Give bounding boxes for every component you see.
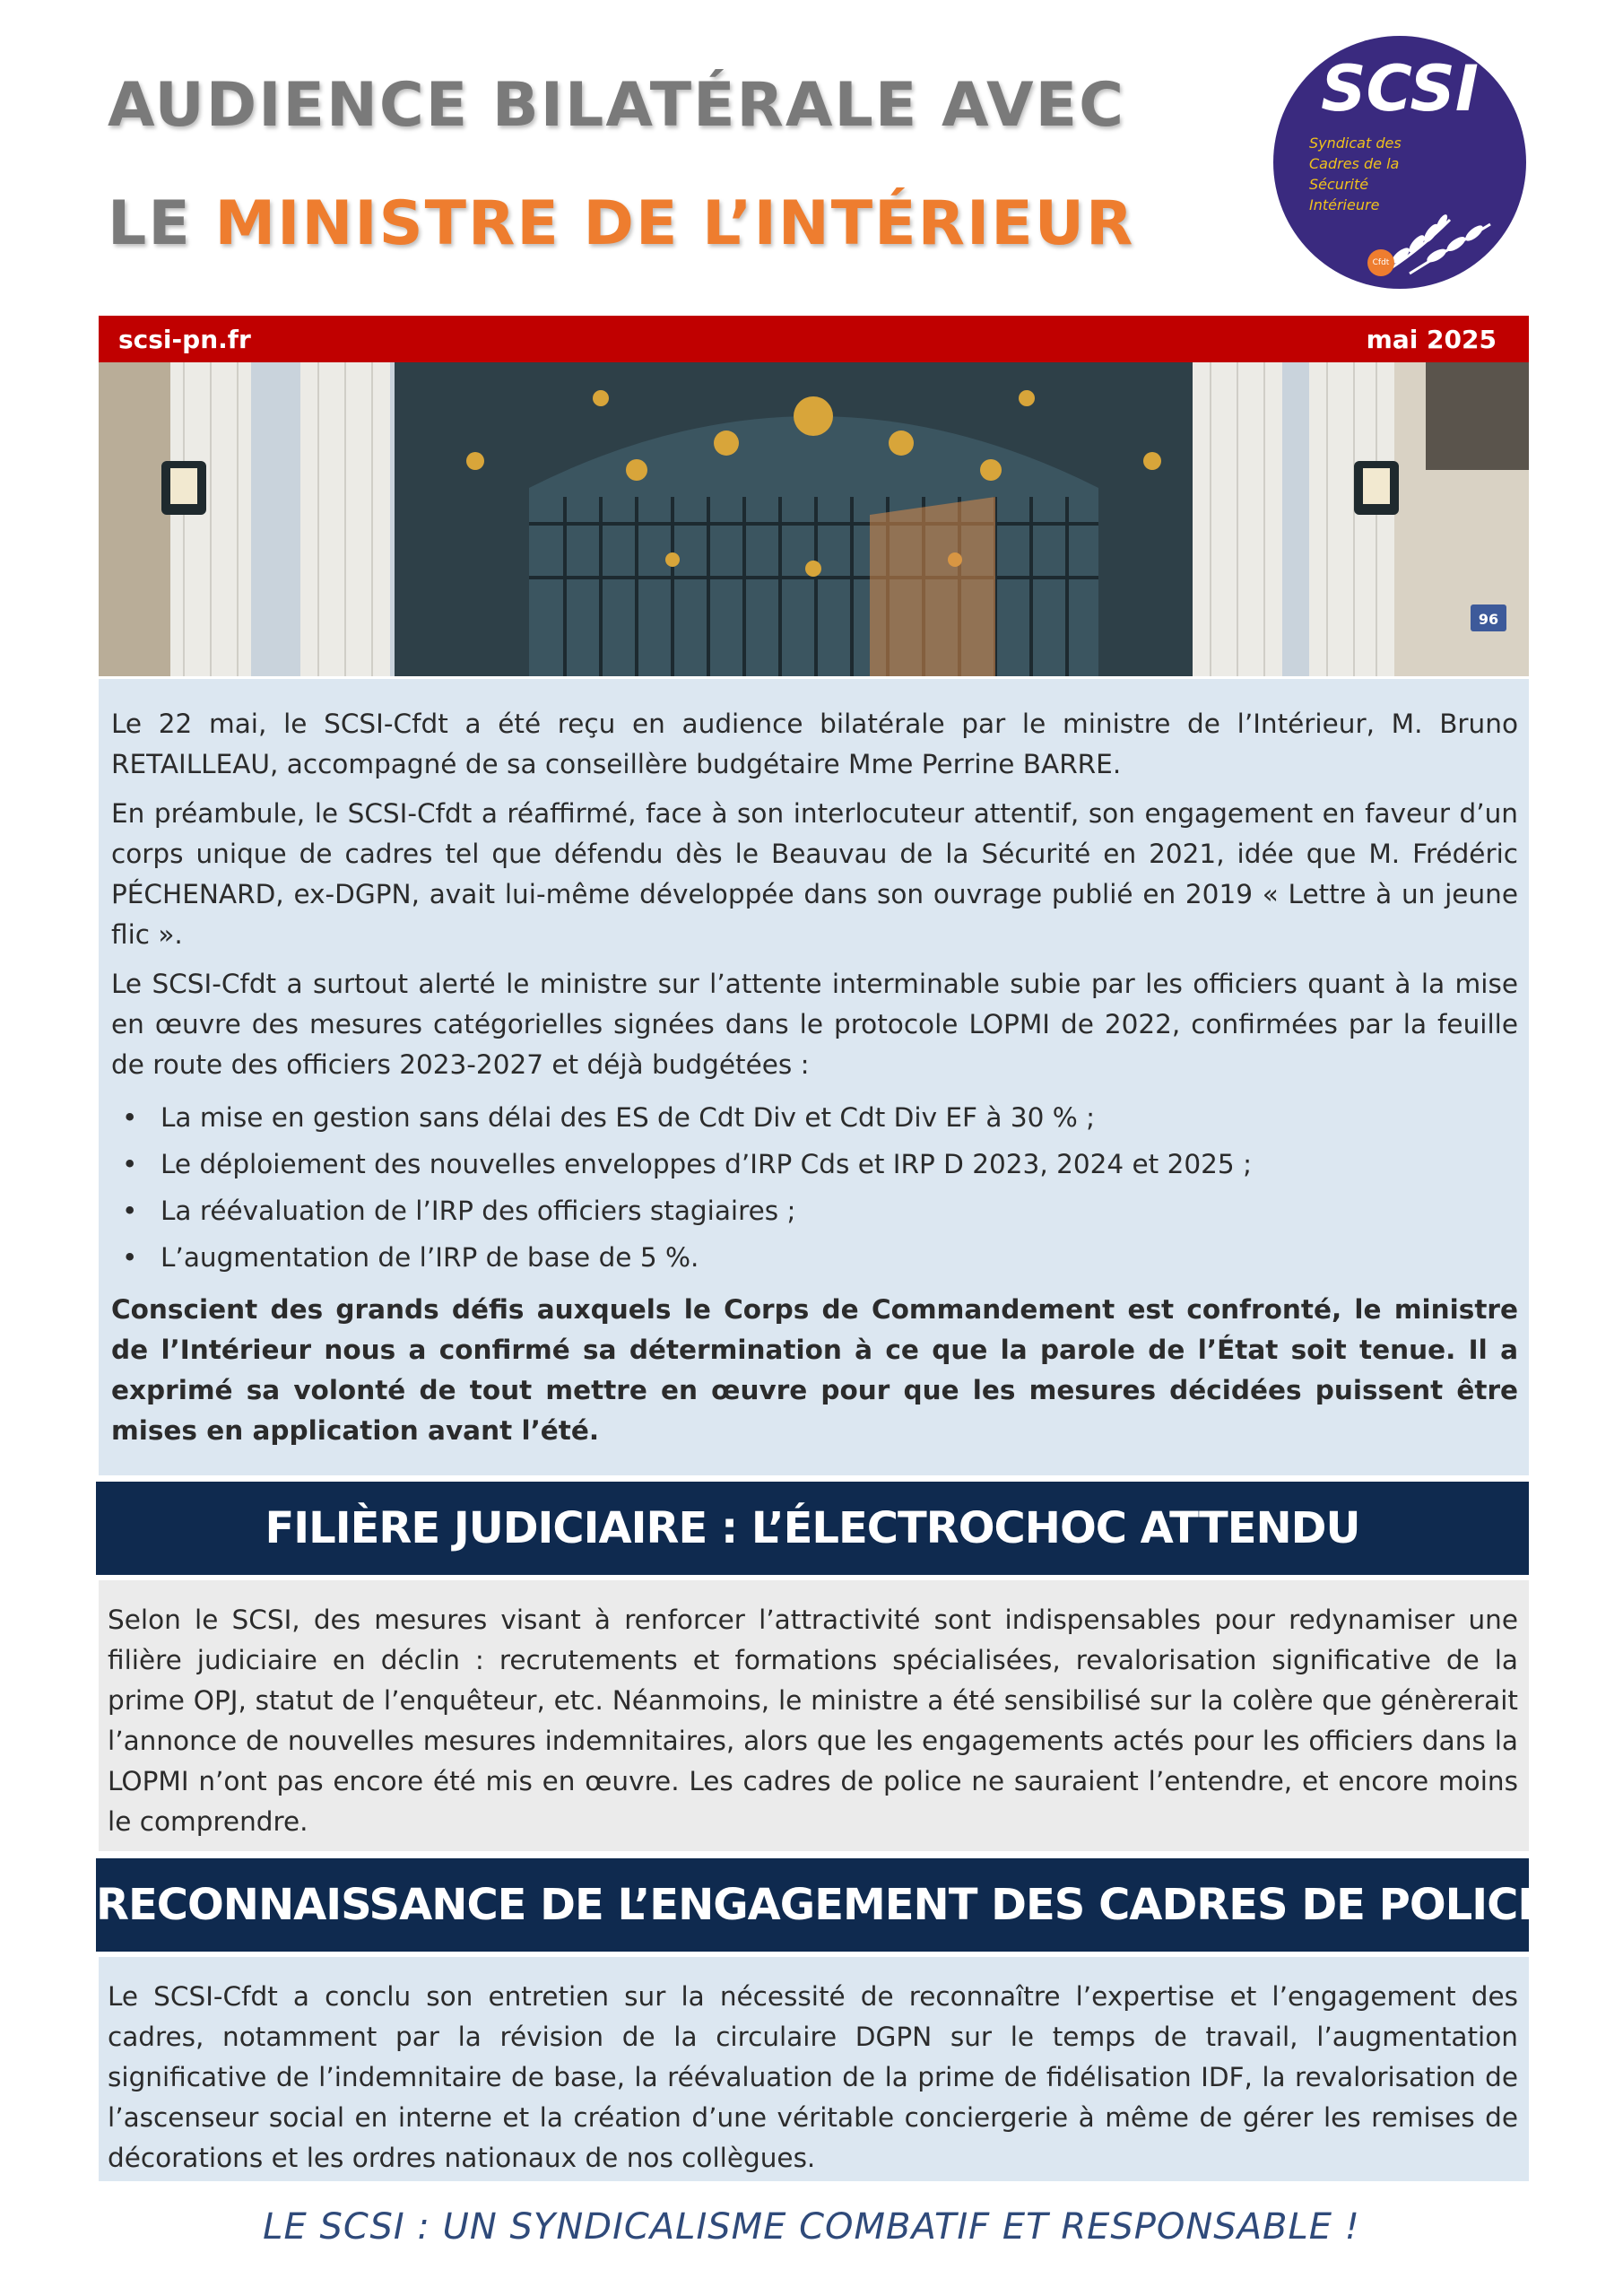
logo-acronym: SCSI xyxy=(1321,52,1479,126)
issue-date: mai 2025 xyxy=(1366,325,1497,354)
footer-slogan: LE SCSI : UN SYNDICALISME COMBATIF ET RESPONSABLE ! xyxy=(263,2206,1360,2248)
logo-line-4: Intérieure xyxy=(1309,196,1380,213)
section-judiciaire-body xyxy=(99,1580,1529,1851)
logo-line-1: Syndicat des xyxy=(1309,135,1402,152)
logo-subtitle xyxy=(1309,133,1402,215)
logo-line-2: Cadres de la xyxy=(1309,155,1400,172)
title-line-1: AUDIENCE BILATÉRALE AVEC xyxy=(108,70,1125,141)
street-number-plate: 96 xyxy=(1478,611,1499,628)
intro-paragraph-1: Le 22 mai, le SCSI-Cfdt a été reçu en audience bilatérale par le ministre de l’Intérieur, M. Bruno RETAILLEAU, accompagné de sa conseillère budgétaire Mme Perrine BARRE. xyxy=(111,709,1518,779)
logo-line-3: Sécurité xyxy=(1309,176,1369,193)
section-judiciaire-text: Selon le SCSI, des mesures visant à renforcer l’attractivité sont indispensables pour redynamiser une filière judiciaire en déclin : recrutements et formations spécialisées, revalorisation significative de la prime OPJ, statut de l’enquêteur, etc. Néanmoins, le ministre a été sensibilisé sur la colère que génèrerait l’annonce de nouvelles mesures indemnitaires, alors que les engagements actés pour les officiers dans la LOPMI n’ont pas encore été mis en œuvre. Les cadres de police ne sauraient l’entendre, et encore moins le comprendre. xyxy=(108,1605,1518,1837)
list-item: • La réévaluation de l’IRP des officiers stagiaires ; xyxy=(111,1187,1518,1234)
intro-section xyxy=(99,679,1529,1475)
title-line-2-accent: MINISTRE DE L’INTÉRIEUR xyxy=(214,188,1135,259)
measures-list xyxy=(111,1094,1518,1281)
title-line-2-prefix: LE xyxy=(108,188,215,259)
section-reconnaissance-text: Le SCSI-Cfdt a conclu son entretien sur la nécessité de reconnaître l’expertise et l’engagement des cadres, notamment par la révision de la circulaire DGPN sur le temps de travail, l’augmentation significative de l’indemnitaire de base, la réévaluation de la prime de fidélisation IDF, la revalorisation de l’ascenseur social en interne et la création d’une véritable conciergerie à même de gérer les remises de décorations et les ordres nationaux de nos collègues. xyxy=(108,1981,1518,2173)
section-heading-judiciaire: FILIÈRE JUDICIAIRE : L’ÉLECTROCHOC ATTENDU xyxy=(96,1482,1529,1575)
list-item: • L’augmentation de l’IRP de base de 5 %. xyxy=(111,1234,1518,1281)
intro-conclusion: Conscient des grands défis auxquels le Corps de Commandement est confronté, le ministre de l’Intérieur nous a confirmé sa détermination à ce que la parole de l’État soit tenue. Il a exprimé sa volonté de tout mettre en œuvre pour que les mesures décidées puissent être mises en application avant l’été. xyxy=(111,1294,1518,1446)
title-line-2 xyxy=(108,188,1134,259)
list-item: • La mise en gestion sans délai des ES de Cdt Div et Cdt Div EF à 30 % ; xyxy=(111,1094,1518,1141)
scsi-logo xyxy=(1273,36,1526,289)
website-link[interactable]: scsi-pn.fr xyxy=(118,325,251,354)
ministry-gate-photo xyxy=(99,362,1529,676)
intro-paragraph-2: En préambule, le SCSI-Cfdt a réaffirmé, face à son interlocuteur attentif, son engagement en faveur d’un corps unique de cadres tel que défendu dès le Beauvau de la Sécurité en 2021, idée que M. Frédéric PÉCHENARD, ex-DGPN, avait lui-même développée dans son ouvrage publié en 2019 « Lettre à un jeune flic ». xyxy=(111,798,1518,950)
cfdt-badge: Cfdt xyxy=(1367,249,1394,276)
top-info-bar xyxy=(99,316,1529,362)
list-item: • Le déploiement des nouvelles enveloppes d’IRP Cds et IRP D 2023, 2024 et 2025 ; xyxy=(111,1141,1518,1187)
section-reconnaissance-body xyxy=(99,1957,1529,2181)
intro-paragraph-3: Le SCSI-Cfdt a surtout alerté le ministre sur l’attente interminable subie par les officiers quant à la mise en œuvre des mesures catégorielles signées dans le protocole LOPMI de 2022, confirmées par la feuille de route des officiers 2023-2027 et déjà budgétées : xyxy=(111,969,1518,1080)
section-heading-reconnaissance: RECONNAISSANCE DE L’ENGAGEMENT DES CADRES DE POLICE xyxy=(96,1858,1529,1952)
